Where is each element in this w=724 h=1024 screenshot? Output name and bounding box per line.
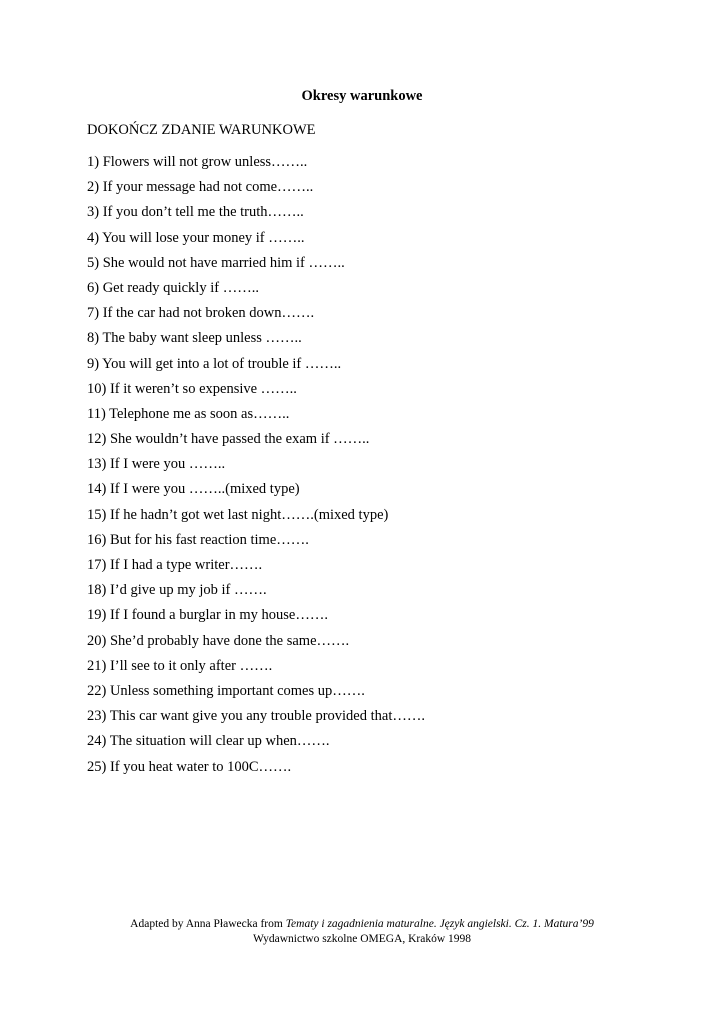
exercise-item-16: 16) But for his fast reaction time…….	[87, 531, 309, 548]
exercise-item-14: 14) If I were you ……..(mixed type)	[87, 481, 300, 498]
page-title: Okresy warunkowe	[301, 88, 423, 104]
exercise-item-9: 9) You will get into a lot of trouble if ……..	[87, 355, 342, 372]
exercise-item-11: 11) Telephone me as soon as……..	[87, 405, 290, 422]
exercise-list	[87, 153, 425, 783]
exercise-item-18: 18) I’d give up my job if …….	[87, 582, 267, 599]
exercise-item-8: 8) The baby want sleep unless ……..	[87, 330, 302, 347]
exercise-item-25: 25) If you heat water to 100C…….	[87, 758, 292, 775]
exercise-item-4: 4) You will lose your money if ……..	[87, 229, 305, 246]
footer-publisher: Wydawnictwo szkolne OMEGA, Kraków 1998	[252, 933, 472, 945]
exercise-item-10: 10) If it weren’t so expensive ……..	[87, 380, 297, 397]
exercise-item-2: 2) If your message had not come……..	[87, 179, 314, 196]
exercise-item-22: 22) Unless something important comes up…….	[87, 682, 365, 699]
exercise-item-17: 17) If I had a type writer…….	[87, 557, 263, 573]
exercise-item-7: 7) If the car had not broken down…….	[87, 305, 315, 322]
exercise-item-15: 15) If he hadn’t got wet last night…….(mixed type)	[87, 506, 389, 523]
footer-source-line	[0, 917, 724, 932]
footer	[0, 917, 724, 947]
exercise-item-3: 3) If you don’t tell me the truth……..	[87, 204, 304, 221]
exercise-item-20: 20) She’d probably have done the same…….	[87, 632, 350, 649]
exercise-item-24: 24) The situation will clear up when…….	[87, 733, 330, 750]
exercise-item-12: 12) She wouldn’t have passed the exam if ……..	[87, 431, 370, 448]
exercise-item-19: 19) If I found a burglar in my house…….	[87, 607, 328, 624]
exercise-item-1: 1) Flowers will not grow unless……..	[87, 154, 308, 170]
exercise-item-23: 23) This car want give you any trouble provided that…….	[87, 708, 425, 725]
section-heading: DOKOŃCZ ZDANIE WARUNKOWE	[87, 122, 316, 138]
footer-adapted-by: Adapted by Anna Pławecka from	[130, 918, 286, 930]
exercise-item-21: 21) I’ll see to it only after …….	[87, 657, 273, 674]
exercise-item-5: 5) She would not have married him if ……..	[87, 254, 345, 271]
footer-source-title: Tematy i zagadnienia maturalne. Język angielski. Cz. 1. Matura’99	[285, 918, 594, 930]
exercise-item-6: 6) Get ready quickly if ……..	[87, 279, 259, 296]
exercise-item-13: 13) If I were you ……..	[87, 456, 226, 473]
